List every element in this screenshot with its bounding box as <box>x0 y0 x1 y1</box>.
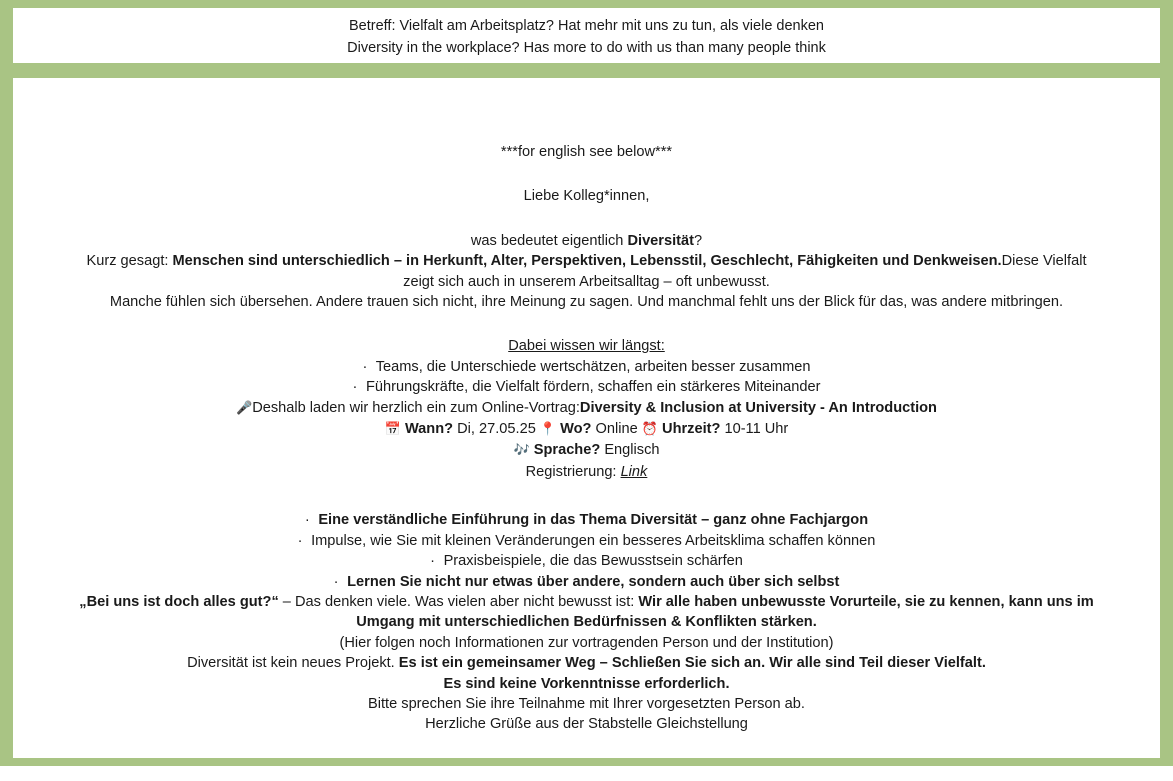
subject-line-english: Diversity in the workplace? Has more to do with us than many people think <box>347 39 826 56</box>
event-when-label: Wann? <box>404 421 454 438</box>
known-bullet-1-text: Teams, die Unterschiede wertschätzen, arbeiten besser zusammen <box>375 358 811 375</box>
no-prerequisites-line <box>29 674 1144 694</box>
event-language-line <box>29 440 1144 461</box>
intro-question-lead: was bedeutet eigentlich <box>470 232 628 249</box>
event-details-line <box>29 419 1144 440</box>
project-line <box>29 653 1144 673</box>
no-prerequisites-text: Es sind keine Vorkenntnisse erforderlich. <box>443 675 730 692</box>
closing-quote-line2 <box>29 612 1144 632</box>
regards-line: Herzliche Grüße aus der Stabstelle Gleichstellung <box>425 716 748 733</box>
intro-question-keyword: Diversität <box>627 232 694 249</box>
spacer <box>29 312 1144 336</box>
email-body-panel <box>13 78 1160 758</box>
header-body-divider <box>13 63 1160 78</box>
content-bullet-3-text: Praxisbeispiele, die das Bewusstsein schärfen <box>443 553 743 570</box>
closing-quote-bold3: Umgang mit unterschiedlichen Bedürfnissen & Konflikten stärken. <box>356 614 817 631</box>
closing-quote-bold: „Bei uns ist doch alles gut?“ <box>79 593 279 610</box>
content-bullet-4 <box>29 572 1144 592</box>
closing-quote-line <box>29 592 1144 612</box>
known-heading <box>29 336 1144 356</box>
invitation-lead: Deshalb laden wir herzlich ein zum Online-Vortrag: <box>252 399 580 416</box>
known-bullet-1 <box>29 357 1144 377</box>
known-bullet-2-text: Führungskräfte, die Vielfalt fördern, schaffen ein stärkeres Miteinander <box>365 379 821 396</box>
project-plain: Diversität ist kein neues Projekt. <box>187 655 399 672</box>
known-heading-text: Dabei wissen wir längst: <box>508 338 665 355</box>
content-bullet-1-text: Eine verständliche Einführung in das Thema Diversität – ganz ohne Fachjargon <box>318 512 869 529</box>
registration-line <box>29 462 1144 482</box>
closing-quote-bold2: Wir alle haben unbewusste Vorurteile, sie zu kennen, kann uns im <box>638 593 1094 610</box>
intro-definition-cont: zeigt sich auch in unserem Arbeitsalltag – oft unbewusst. <box>403 273 770 290</box>
event-language-label: Sprache? <box>533 442 601 459</box>
bullet-glyph: · <box>352 379 358 396</box>
bullet-glyph: · <box>333 573 339 590</box>
musical-notes-icon: 🎶 <box>513 443 530 459</box>
subject-header-panel <box>13 8 1160 63</box>
salutation: Liebe Kolleg*innen, <box>523 188 650 205</box>
registration-label: Registrierung: <box>525 463 617 480</box>
bullet-glyph: · <box>297 532 303 549</box>
intro-definition-bold: Menschen sind unterschiedlich – in Herkunft, Alter, Perspektiven, Lebensstil, Geschlecht, Fähigkeiten und Denkweisen. <box>172 253 1002 270</box>
registration-link[interactable]: Link <box>620 463 648 480</box>
event-time-label: Uhrzeit? <box>662 421 721 438</box>
spacer <box>29 482 1144 510</box>
english-notice: ***for english see below*** <box>500 144 673 160</box>
spacer <box>29 162 1144 186</box>
speaker-note: (Hier folgen noch Informationen zur vortragenden Person und der Institution) <box>339 634 834 651</box>
content-bullet-3 <box>29 551 1144 571</box>
talk-title: Diversity & Inclusion at University - An Introduction <box>579 399 937 416</box>
event-language-value: Englisch <box>604 442 660 459</box>
microphone-icon: 🎤 <box>236 400 253 416</box>
content-bullet-4-text: Lernen Sie nicht nur etwas über andere, sondern auch über sich selbst <box>347 573 840 590</box>
bullet-glyph: · <box>362 358 368 375</box>
event-when-value: Di, 27.05.25 <box>457 421 536 438</box>
intro-definition-lead: Kurz gesagt: <box>86 253 173 270</box>
location-pin-icon: 📍 <box>539 422 557 438</box>
spacer <box>29 207 1144 231</box>
invitation-line <box>29 398 1144 419</box>
content-bullet-2-text: Impulse, wie Sie mit kleinen Veränderungen ein besseres Arbeitsklima schaffen können <box>311 532 876 549</box>
content-bullet-1 <box>29 510 1144 530</box>
intro-definition-tail: Diese Vielfalt <box>1001 253 1087 270</box>
known-bullet-2 <box>29 377 1144 397</box>
event-time-value: 10-11 Uhr <box>724 421 789 438</box>
supervisor-note: Bitte sprechen Sie ihre Teilnahme mit Ihrer vorgesetzten Person ab. <box>368 695 805 712</box>
intro-question <box>29 231 1144 251</box>
subject-line-german: Betreff: Vielfalt am Arbeitsplatz? Hat mehr mit uns zu tun, als viele denken <box>349 17 824 34</box>
closing-quote-plain: – Das denken viele. Was vielen aber nicht bewusst ist: <box>278 593 639 610</box>
alarm-clock-icon: ⏰ <box>641 422 658 438</box>
event-where-value: Online <box>595 421 638 438</box>
calendar-icon: 📅 <box>384 422 401 438</box>
bullet-glyph: · <box>430 553 436 570</box>
project-bold: Es ist ein gemeinsamer Weg – Schließen Sie sich an. Wir alle sind Teil dieser Vielfalt. <box>398 655 986 672</box>
intro-question-tail: ? <box>693 232 703 249</box>
content-bullet-2 <box>29 531 1144 551</box>
bullet-glyph: · <box>304 512 311 529</box>
event-where-label: Wo? <box>560 421 592 438</box>
intro-definition <box>29 251 1144 271</box>
intro-observation: Manche fühlen sich übersehen. Andere trauen sich nicht, ihre Meinung zu sagen. Und manchmal fehlt uns der Blick für das, was andere mitbringen. <box>109 294 1064 311</box>
